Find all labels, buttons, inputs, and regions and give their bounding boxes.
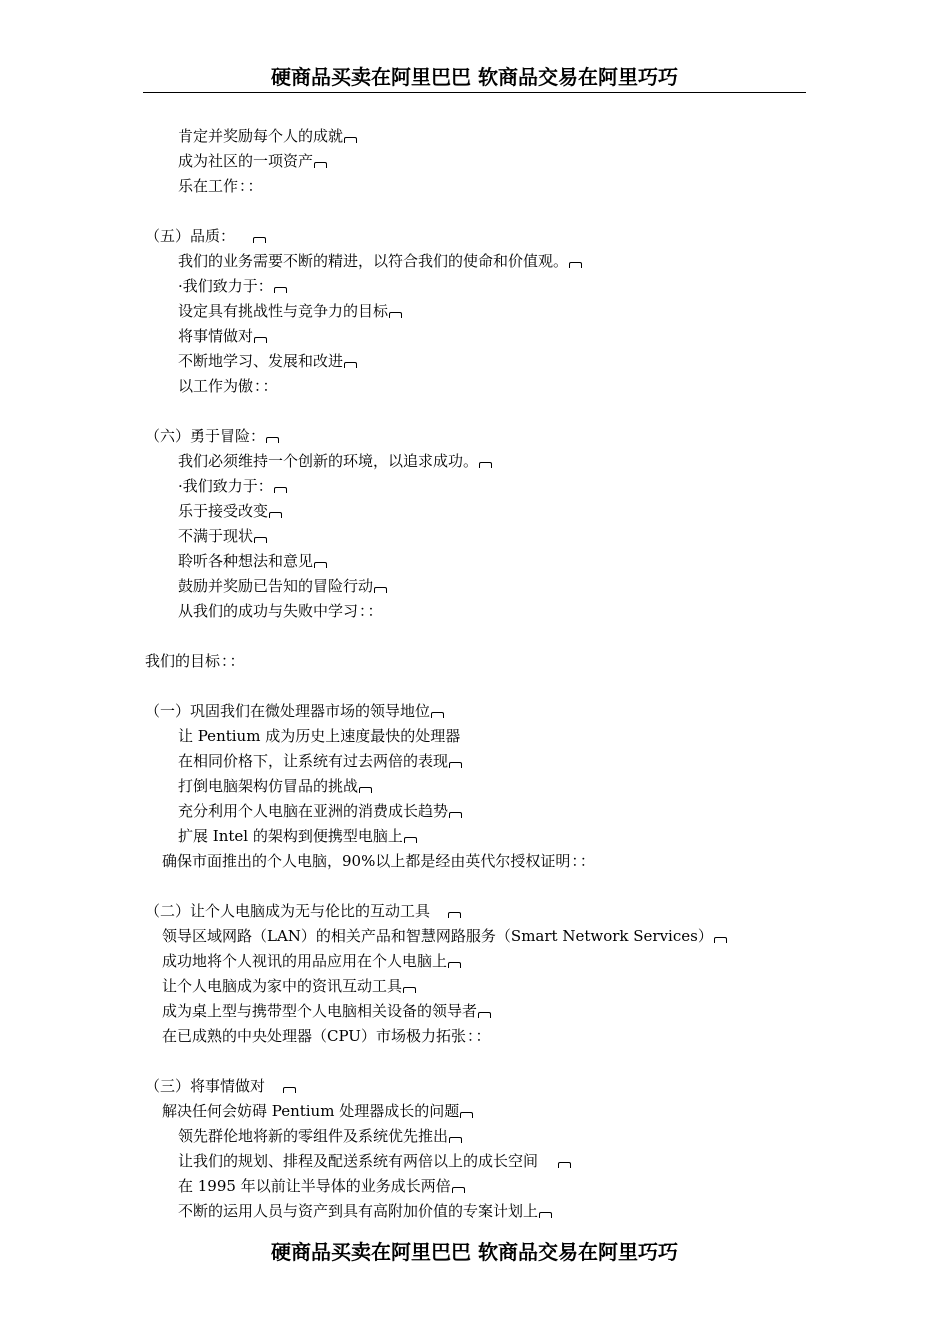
text-line: 成为桌上型与携带型个人电脑相关设备的领导者: [162, 999, 491, 1023]
paragraph-mark: ：：: [571, 852, 596, 870]
text-line: 让个人电脑成为家中的资讯互动工具: [162, 974, 416, 998]
line-break-mark: [344, 137, 357, 143]
line-break-mark: [449, 762, 462, 768]
text-line: 设定具有挑战性与竞争力的目标: [178, 299, 402, 323]
line-break-mark: [569, 262, 582, 268]
text-line: 不断的运用人员与资产到具有高附加价值的专案计划上: [178, 1199, 552, 1223]
line-break-mark: [314, 162, 327, 168]
line-break-mark: [403, 987, 416, 993]
line-break-mark: [448, 912, 461, 918]
paragraph-mark: ：：: [466, 1027, 492, 1045]
line-break-mark: [558, 1162, 571, 1168]
text-line: 成为社区的一项资产: [178, 149, 327, 173]
text-line: 扩展 Intel 的架构到便携型电脑上: [178, 824, 417, 848]
line-break-mark: [374, 587, 387, 593]
line-break-mark: [448, 962, 461, 968]
line-break-mark: [460, 1112, 473, 1118]
paragraph-mark: ：：: [359, 602, 384, 620]
text-line: 成功地将个人视讯的用品应用在个人电脑上: [162, 949, 461, 973]
line-break-mark: [452, 1187, 465, 1193]
text-line: 乐于接受改变: [178, 499, 282, 523]
line-break-mark: [344, 362, 357, 368]
section-heading: （一）巩固我们在微处理器市场的领导地位: [145, 699, 444, 723]
text-line: 不满于现状: [178, 524, 267, 548]
text-line: 肯定并奖励每个人的成就: [178, 124, 357, 148]
section-heading: （五）品质：: [145, 224, 266, 248]
section-heading: （三）将事情做对: [145, 1074, 296, 1098]
line-break-mark: [274, 487, 287, 493]
text-line: 领导区域网路（LAN）的相关产品和智慧网路服务（Smart Network Services）: [162, 924, 727, 948]
text-line: 让 Pentium 成为历史上速度最快的处理器: [178, 727, 461, 745]
text-line: 解决任何会妨碍 Pentium 处理器成长的问题: [162, 1099, 473, 1123]
text-line: 不断地学习、发展和改进: [178, 349, 357, 373]
page-header: 硬商品买卖在阿里巴巴 软商品交易在阿里巧巧: [143, 62, 806, 93]
text-line: 鼓励并奖励已告知的冒险行动: [178, 574, 387, 598]
text-line: 将事情做对: [178, 324, 267, 348]
text-line: 在相同价格下，让系统有过去两倍的表现: [178, 749, 462, 773]
text-line: 让我们的规划、排程及配送系统有两倍以上的成长空间: [178, 1149, 571, 1173]
text-line: 我们的业务需要不断的精进，以符合我们的使命和价值观。: [178, 249, 582, 273]
line-break-mark: [449, 812, 462, 818]
line-break-mark: [389, 312, 402, 318]
text-line: 乐在工作：：: [178, 177, 264, 195]
paragraph-mark: ：：: [254, 377, 279, 395]
text-line: 以工作为傲：：: [178, 377, 279, 395]
page-footer: 硬商品买卖在阿里巴巴 软商品交易在阿里巧巧: [271, 1240, 678, 1264]
section-heading: （六）勇于冒险：: [145, 424, 279, 448]
text-line: 聆听各种想法和意见: [178, 549, 327, 573]
text-line: 在 1995 年以前让半导体的业务成长两倍: [178, 1174, 465, 1198]
line-break-mark: [449, 1137, 462, 1143]
line-break-mark: [269, 512, 282, 518]
text-line: 领先群伦地将新的零组件及系统优先推出: [178, 1124, 462, 1148]
paragraph-mark: ：：: [239, 177, 264, 195]
text-line: 在已成熟的中央处理器（CPU）市场极力拓张：：: [162, 1027, 492, 1045]
line-break-mark: [253, 237, 266, 243]
text-line: 确保市面推出的个人电脑，90%以上都是经由英代尔授权证明：：: [162, 852, 596, 870]
text-line: 打倒电脑架构仿冒品的挑战: [178, 774, 372, 798]
line-break-mark: [478, 1012, 491, 1018]
paragraph-mark: ：：: [221, 652, 246, 670]
line-break-mark: [404, 837, 417, 843]
line-break-mark: [539, 1212, 552, 1218]
line-break-mark: [254, 537, 267, 543]
section-heading: （二）让个人电脑成为无与伦比的互动工具: [145, 899, 461, 923]
text-line: 从我们的成功与失败中学习：：: [178, 602, 384, 620]
line-break-mark: [359, 787, 372, 793]
line-break-mark: [479, 462, 492, 468]
line-break-mark: [283, 1087, 296, 1093]
line-break-mark: [274, 287, 287, 293]
text-line: 我们必须维持一个创新的环境，以追求成功。: [178, 449, 492, 473]
line-break-mark: [714, 937, 727, 943]
text-line: 充分利用个人电脑在亚洲的消费成长趋势: [178, 799, 462, 823]
line-break-mark: [254, 337, 267, 343]
line-break-mark: [314, 562, 327, 568]
line-break-mark: [266, 437, 279, 443]
section-heading: 我们的目标：：: [145, 652, 246, 670]
line-break-mark: [431, 712, 444, 718]
text-line: ·我们致力于：: [178, 274, 287, 298]
text-line: ·我们致力于：: [178, 474, 287, 498]
